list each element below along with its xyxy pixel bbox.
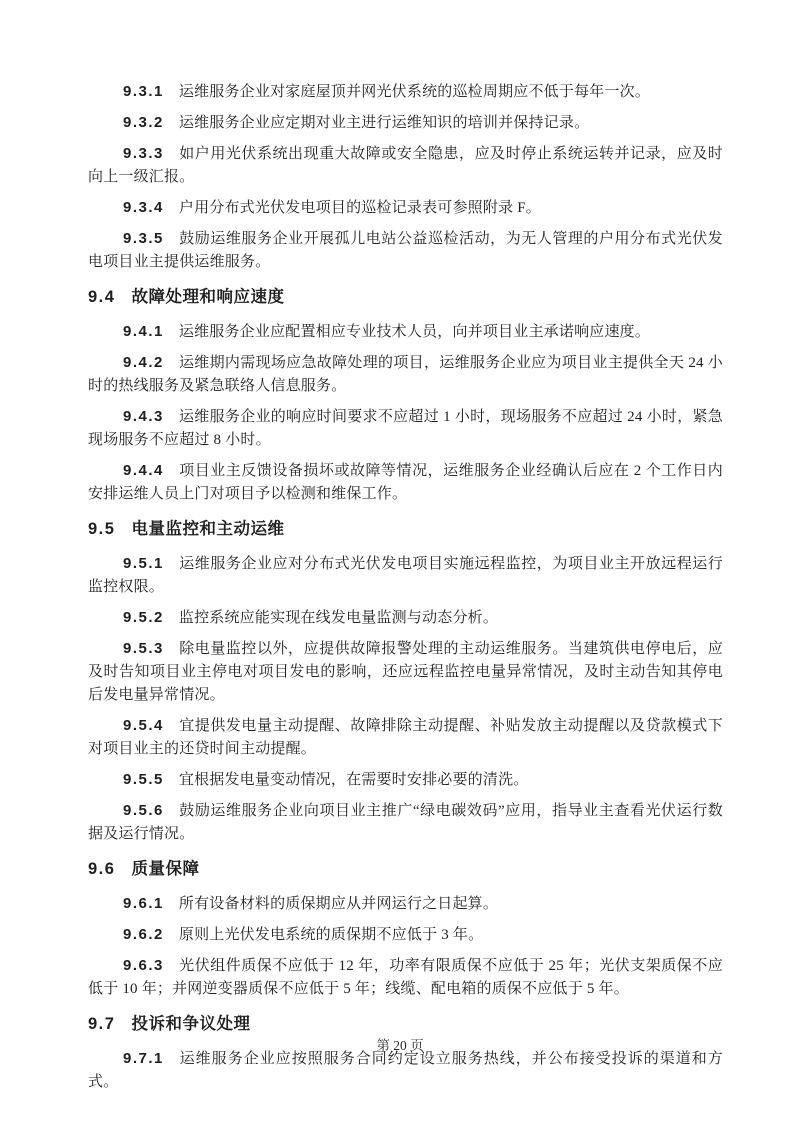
section-heading-9-6 [88, 856, 723, 882]
clause-number: 9.3.2 [123, 114, 164, 131]
clause-9-4-2 [88, 351, 723, 398]
clause-number: 9.4.1 [123, 323, 164, 340]
clause-number: 9.5.2 [123, 609, 164, 626]
clause-9-6-1 [88, 892, 723, 916]
clause-number: 9.6.1 [123, 895, 164, 912]
clause-text: 运维服务企业对家庭屋顶并网光伏系统的巡检周期应不低于每年一次。 [178, 84, 651, 100]
clause-text: 原则上光伏发电系统的质保期不应低于 3 年。 [178, 927, 484, 943]
clause-number: 9.3.1 [123, 83, 164, 100]
clause-number: 9.5.4 [123, 717, 164, 734]
clause-9-5-3 [88, 637, 723, 707]
clause-9-3-4 [88, 196, 723, 220]
clause-number: 9.6.3 [123, 957, 164, 974]
clause-number: 9.5.3 [123, 640, 164, 657]
clause-text: 除电量监控以外，应提供故障报警处理的主动运维服务。当建筑供电停电后，应及时告知项目业主停电对项目发电的影响，还应远程监控电量异常情况，及时主动告知其停电后发电量异常情况。 [88, 641, 723, 703]
section-number: 9.7 [88, 1015, 116, 1033]
section-title: 故障处理和响应速度 [131, 288, 285, 306]
clause-text: 宜根据发电量变动情况，在需要时安排必要的清洗。 [178, 772, 529, 788]
clause-text: 运维服务企业应对分布式光伏发电项目实施远程监控，为项目业主开放远程运行监控权限。 [88, 556, 723, 595]
clause-text: 运维期内需现场应急故障处理的项目，运维服务企业应为项目业主提供全天 24 小时的热线服务及紧急联络人信息服务。 [88, 355, 723, 394]
section-title: 质量保障 [131, 860, 200, 878]
clause-number: 9.3.4 [123, 199, 164, 216]
section-number: 9.4 [88, 288, 116, 306]
clause-number: 9.3.5 [123, 230, 164, 247]
section-heading-9-7 [88, 1011, 723, 1037]
clause-text: 鼓励运维服务企业开展孤儿电站公益巡检活动，为无人管理的户用分布式光伏发电项目业主提供运维服务。 [88, 231, 723, 270]
clause-9-4-4 [88, 459, 723, 506]
clause-9-3-1 [88, 80, 723, 104]
clause-9-4-1 [88, 320, 723, 344]
clause-number: 9.4.3 [123, 408, 164, 425]
clause-9-3-5 [88, 227, 723, 274]
clause-text: 如户用光伏系统出现重大故障或安全隐患，应及时停止系统运转并记录，应及时向上一级汇报。 [88, 146, 723, 185]
clause-text: 光伏组件质保不应低于 12 年，功率有限质保不应低于 25 年；光伏支架质保不应低于 10 年；并网逆变器质保不应低于 5 年；线缆、配电箱的质保不应低于 5 年。 [88, 958, 723, 997]
clause-9-5-1 [88, 552, 723, 599]
clause-text: 运维服务企业的响应时间要求不应超过 1 小时，现场服务不应超过 24 小时，紧急现场服务不应超过 8 小时。 [88, 409, 723, 448]
clause-number: 9.7.1 [123, 1050, 164, 1067]
clause-number: 9.5.6 [123, 802, 164, 819]
section-title: 投诉和争议处理 [131, 1015, 251, 1033]
clause-number: 9.6.2 [123, 926, 164, 943]
clause-text: 所有设备材料的质保期应从并网运行之日起算。 [178, 896, 499, 912]
clause-text: 运维服务企业应配置相应专业技术人员，向并项目业主承诺响应速度。 [178, 324, 651, 340]
page-number: 第 20 页 [376, 1038, 424, 1053]
clause-9-5-6 [88, 799, 723, 846]
clause-number: 9.4.4 [123, 462, 164, 479]
section-heading-9-4 [88, 284, 723, 310]
clause-number: 9.3.3 [123, 145, 164, 162]
document-content [88, 80, 723, 1094]
clause-9-5-5 [88, 768, 723, 792]
clause-text: 宜提供发电量主动提醒、故障排除主动提醒、补贴发放主动提醒以及贷款模式下对项目业主的还贷时间主动提醒。 [88, 718, 723, 757]
clause-number: 9.5.1 [123, 555, 164, 572]
section-number: 9.5 [88, 520, 116, 538]
clause-9-6-2 [88, 923, 723, 947]
clause-9-6-3 [88, 954, 723, 1001]
section-title: 电量监控和主动运维 [131, 520, 285, 538]
clause-text: 户用分布式光伏发电项目的巡检记录表可参照附录 F。 [178, 200, 541, 216]
clause-9-3-2 [88, 111, 723, 135]
clause-9-3-3 [88, 142, 723, 189]
clause-text: 运维服务企业应按照服务合同约定设立服务热线，并公布接受投诉的渠道和方式。 [88, 1051, 723, 1090]
section-heading-9-5 [88, 516, 723, 542]
clause-text: 鼓励运维服务企业向项目业主推广“绿电碳效码”应用，指导业主查看光伏运行数据及运行情况。 [88, 803, 723, 842]
clause-9-5-4 [88, 714, 723, 761]
clause-number: 9.5.5 [123, 771, 164, 788]
clause-text: 运维服务企业应定期对业主进行运维知识的培训并保持记录。 [178, 115, 590, 131]
section-number: 9.6 [88, 860, 116, 878]
clause-9-5-2 [88, 606, 723, 630]
clause-text: 监控系统应能实现在线发电量监测与动态分析。 [178, 610, 499, 626]
clause-number: 9.4.2 [123, 354, 164, 371]
clause-9-4-3 [88, 405, 723, 452]
clause-text: 项目业主反馈设备损坏或故障等情况，运维服务企业经确认后应在 2 个工作日内安排运维人员上门对项目予以检测和维保工作。 [88, 463, 723, 502]
